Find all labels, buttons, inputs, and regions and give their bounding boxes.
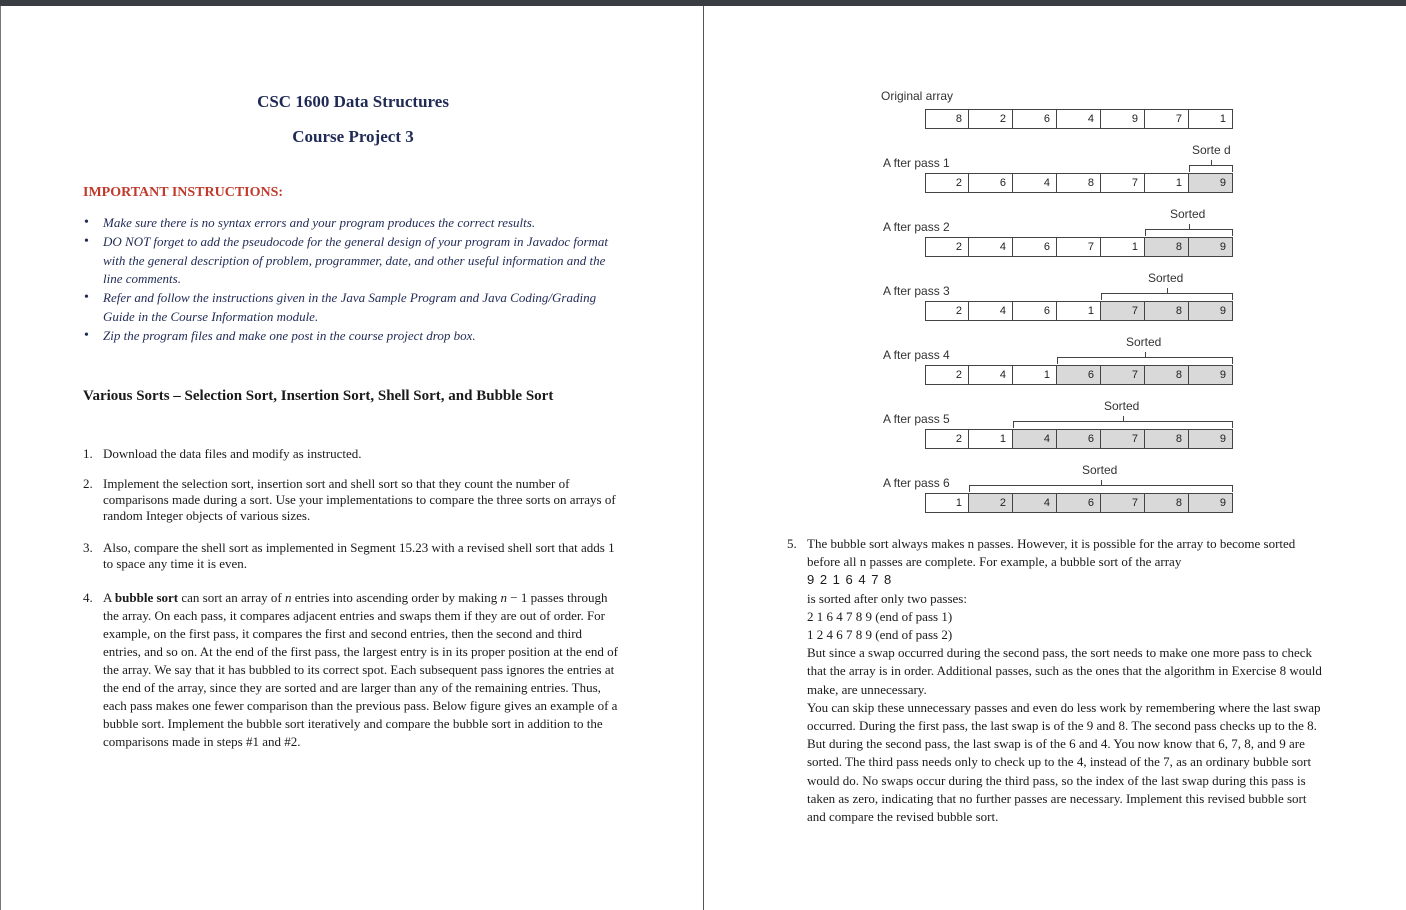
array-cell: 9 [1189, 173, 1233, 193]
sorted-bracket [1057, 357, 1233, 364]
instruction-item: • DO NOT forget to add the pseudocode for the general design of your program in Javadoc format with the general description of problem, programmer, date, and other useful information and the line comments. [84, 233, 624, 289]
array-cell: 4 [1013, 493, 1057, 513]
array-cell: 2 [925, 301, 969, 321]
array-cell: 1 [1189, 109, 1233, 129]
array-cell: 2 [925, 173, 969, 193]
array-cell: 4 [969, 365, 1013, 385]
array-cell: 7 [1101, 173, 1145, 193]
sorted-label: Sorted [1148, 271, 1184, 285]
sorted-bracket [1013, 421, 1233, 428]
row-label: A fter pass 1 [883, 156, 950, 170]
bubble-sort-term: bubble sort [114, 590, 179, 605]
sorted-label: Sorted [1126, 335, 1162, 349]
sorted-label: Sorted [1082, 463, 1118, 477]
item-text: Also, compare the shell sort as implemented in Segment 15.23 with a revised shell sort that adds 1 to space any time it is even. [103, 540, 615, 571]
numbered-item-2 [83, 476, 623, 524]
array-cell: 7 [1057, 237, 1101, 257]
array-cell: 6 [1013, 237, 1057, 257]
array-cell: 8 [1145, 237, 1189, 257]
array-cell: 9 [1101, 109, 1145, 129]
array-cell: 9 [1189, 301, 1233, 321]
array-cell: 2 [969, 109, 1013, 129]
array-cell: 6 [969, 173, 1013, 193]
item-text: Download the data files and modify as instructed. [103, 446, 362, 461]
item-number: 5. [787, 536, 797, 551]
item-number: 2. [83, 476, 93, 491]
array-cell: 9 [1189, 237, 1233, 257]
numbered-item-5 [787, 535, 1327, 826]
sorted-bracket [1101, 293, 1233, 300]
course-title: CSC 1600 Data Structures [257, 92, 449, 111]
array-cell: 6 [1057, 493, 1101, 513]
array-cell: 8 [1145, 493, 1189, 513]
array-cell: 8 [925, 109, 969, 129]
instruction-item: • Refer and follow the instructions given in the Java Sample Program and Java Coding/Grading Guide in the Course Information module. [84, 289, 624, 326]
array-cell: 1 [925, 493, 969, 513]
array-cell: 1 [1057, 301, 1101, 321]
example-array: 9 2 1 6 4 7 8 [807, 572, 893, 588]
sorted-label: Sorted [1170, 207, 1206, 221]
array-row [925, 301, 1233, 321]
project-title: Course Project 3 [292, 127, 414, 146]
array-cell: 9 [1189, 365, 1233, 385]
instruction-item: • Make sure there is no syntax errors and your program produces the correct results. [84, 214, 624, 233]
sorted-bracket [969, 485, 1233, 492]
sorted-bracket-tick [1123, 416, 1124, 421]
numbered-item-1 [83, 445, 623, 463]
array-cell: 6 [1057, 429, 1101, 449]
row-label: A fter pass 5 [883, 412, 950, 426]
item-number: 1. [83, 446, 93, 461]
array-cell: 2 [925, 237, 969, 257]
array-cell: 7 [1101, 493, 1145, 513]
array-cell: 2 [925, 429, 969, 449]
array-cell: 7 [1101, 301, 1145, 321]
array-row [925, 109, 1233, 129]
array-cell: 1 [1101, 237, 1145, 257]
array-cell: 2 [925, 365, 969, 385]
row-label: A fter pass 2 [883, 220, 950, 234]
array-cell: 8 [1145, 365, 1189, 385]
array-cell: 2 [969, 493, 1013, 513]
item-number: 3. [83, 540, 93, 555]
item-text: Implement the selection sort, insertion sort and shell sort so that they count the number of comparisons made during a sort. Use your implementations to compare the three sorts on arrays of random Integer objects of various sizes. [103, 476, 616, 523]
sorted-bracket-tick [1167, 288, 1168, 293]
array-cell: 9 [1189, 429, 1233, 449]
array-cell: 1 [1013, 365, 1057, 385]
array-row [925, 173, 1233, 193]
section-title: Various Sorts – Selection Sort, Insertion Sort, Shell Sort, and Bubble Sort [83, 388, 554, 404]
important-instructions-heading: IMPORTANT INSTRUCTIONS: [83, 185, 284, 200]
array-cell: 7 [1101, 429, 1145, 449]
numbered-item-3 [83, 540, 623, 572]
item-text: You can skip these unnecessary passes and even do less work by remembering where the last swap occurred. During the first pass, the last swap is of the 9 and 8. The second pass checks up to the 8. But during the second pass, the last swap is of the 6 and 4. You now know that 6, 7, 8, and 9 are sorted. The third pass needs only to check up to the 4, instead of the 7, as an ordinary bubble sort would do. No swaps occur during the third pass, so the index of the last swap during this pass is taken as zero, indicating that no further passes are necessary. Implement this revised bubble sort and compare the revised bubble sort. [807, 699, 1321, 825]
item-text: A bubble sort can sort an array of n entries into ascending order by making n − 1 passes through the array. On each pass, it compares adjacent entries and swaps them if they are out of order. For example, on the first pass, it compares the first and second entries, then the second and third entries, and so on. At the end of the first pass, the largest entry is in its proper position at the end of the array. We say that it has bubbled to its correct spot. Each subsequent pass ignores the entries at the end of the array, since they are sorted and are larger than any of the remaining entries. Thus, each pass makes one fewer comparison than the previous pass. Below figure gives an example of a bubble sort. Implement the bubble sort iteratively and compare the bubble sort in addition to the comparisons made in steps #1 and #2. [103, 590, 618, 749]
array-cell: 7 [1145, 109, 1189, 129]
numbered-item-4 [83, 589, 621, 751]
item-text: The bubble sort always makes n passes. However, it is possible for the array to become sorted before all n passes are complete. For example, a bubble sort of the array [807, 536, 1296, 570]
array-cell: 8 [1145, 429, 1189, 449]
array-cell: 9 [1189, 493, 1233, 513]
sorted-bracket-tick [1211, 160, 1212, 165]
array-cell: 4 [1057, 109, 1101, 129]
item-number: 4. [83, 590, 93, 605]
array-cell: 8 [1057, 173, 1101, 193]
instruction-list [84, 214, 624, 345]
array-cell: 6 [1013, 301, 1057, 321]
sorted-bracket-tick [1145, 352, 1146, 357]
array-cell: 4 [969, 301, 1013, 321]
instruction-item: • Zip the program files and make one post in the course project drop box. [84, 327, 624, 346]
bubble-sort-figure [875, 85, 1245, 525]
array-row [925, 237, 1233, 257]
row-label: Original array [881, 89, 954, 103]
sorted-bracket [1189, 165, 1233, 172]
array-cell: 6 [1013, 109, 1057, 129]
row-label: A fter pass 4 [883, 348, 950, 362]
array-row [925, 365, 1233, 385]
item-text: But since a swap occurred during the second pass, the sort needs to make one more pass to check that the array is in order. Additional passes, such as the ones that the algorithm in Exercise 8 would make, are unnecessary. [807, 645, 1322, 697]
array-cell: 4 [969, 237, 1013, 257]
row-label: A fter pass 3 [883, 284, 950, 298]
row-label: A fter pass 6 [883, 476, 950, 490]
array-cell: 1 [1145, 173, 1189, 193]
sorted-bracket [1145, 229, 1233, 236]
pass-1-result: 2 1 6 4 7 8 9 (end of pass 1) [807, 608, 953, 624]
array-row [925, 429, 1233, 449]
sorted-label: Sorted [1104, 399, 1140, 413]
array-cell: 4 [1013, 173, 1057, 193]
item-text: is sorted after only two passes: [807, 590, 967, 606]
array-cell: 4 [1013, 429, 1057, 449]
array-cell: 7 [1101, 365, 1145, 385]
pass-2-result: 1 2 4 6 7 8 9 (end of pass 2) [807, 627, 953, 643]
array-cell: 1 [969, 429, 1013, 449]
array-cell: 6 [1057, 365, 1101, 385]
sorted-bracket-tick [1189, 224, 1190, 229]
sorted-bracket-tick [1101, 480, 1102, 485]
array-row [925, 493, 1233, 513]
array-cell: 8 [1145, 301, 1189, 321]
sorted-label: Sorte d [1192, 143, 1231, 157]
